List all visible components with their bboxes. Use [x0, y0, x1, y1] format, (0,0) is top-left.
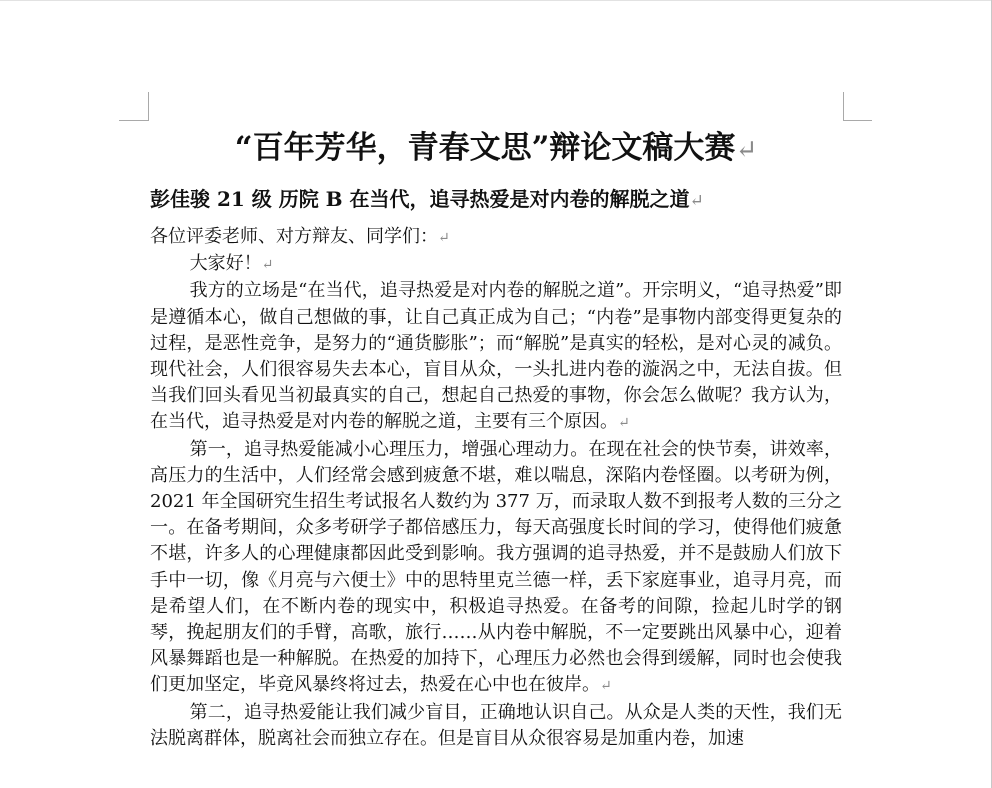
- paragraph-text: 各位评委老师、对方辩友、同学们：: [150, 226, 438, 247]
- margin-crop-mark-left: [119, 92, 149, 121]
- paragraph-mark-icon: ↵: [600, 678, 612, 695]
- greeting-paragraph[interactable]: [150, 251, 842, 278]
- margin-crop-mark-right: [843, 92, 872, 121]
- document-body[interactable]: [150, 224, 842, 752]
- paragraph-text: 我方的立场是“在当代，追寻热爱是对内卷的解脱之道”。开宗明义，“追寻热爱”即是遵循本心，做自己想做的事，让自己真正成为自己；“内卷”是事物内部变得更复杂的过程，是恶性竞争，是努力的“通货膨胀”；而“解脱”是真实的轻松，是对心灵的减负。现代社会，人们很容易失去本心，盲目从众，一头扎进内卷的漩涡之中，无法自拔。但当我们回头看见当初最真实的自己，想起自己热爱的事物，你会怎么做呢？我方认为，在当代，追寻热爱是对内卷的解脱之道，主要有三个原因。: [150, 280, 842, 433]
- paragraph-mark-icon: ↵: [261, 257, 274, 274]
- argument-two-paragraph[interactable]: [150, 700, 842, 752]
- paragraph-mark-icon: ↵: [438, 230, 450, 246]
- paragraph-text: 第一，追寻热爱能减小心理压力，增强心理动力。在现在社会的快节奏，讲效率，高压力的生活中，人们经常会感到疲惫不堪，难以喘息，深陷内卷怪圈。以考研为例，2021 年全国研究生招生考试报名人数约为 377 万，而录取人数不到报考人数的三分之一。在备考期间，众多考研学子都倍感压力，每天高强度长时间的学习，使得他们疲惫不堪，许多人的心理健康都因此受到影响。我方强调的追寻热爱，并不是鼓励人们放下手中一切，像《月亮与六便士》中的思特里克兰德一样，丢下家庭事业，追寻月亮，而是希望人们，在不断内卷的现实中，积极追寻热爱。在备考的间隙，捡起儿时学的钢琴，挽起朋友们的手臂，高歌，旅行……从内卷中解脱，不一定要跳出风暴中心，迎着风暴舞蹈也是一种解脱。在热爱的加持下，心理压力必然也会得到缓解，同时也会使我们更加坚定，毕竟风暴终将过去，热爱在心中也在彼岸。: [150, 438, 842, 696]
- paragraph-mark-icon: ↵: [689, 191, 704, 211]
- page-top-edge: [0, 0, 992, 1]
- position-paragraph[interactable]: [150, 278, 842, 436]
- argument-one-paragraph[interactable]: [150, 437, 842, 700]
- document-subtitle-text: 彭佳骏 21 级 历院 B 在当代，追寻热爱是对内卷的解脱之道: [150, 187, 690, 211]
- paragraph-mark-icon: ↵: [735, 135, 758, 165]
- paragraph-mark-icon: ↵: [618, 415, 630, 432]
- document-title-text: “百年芳华，青春文思”辩论文稿大赛: [234, 130, 736, 166]
- paragraph-text: 第二，追寻热爱能让我们减少盲目，正确地认识自己。从众是人类的天性，我们无法脱离群体，脱离社会而独立存在。但是盲目从众很容易是加重内卷，加速: [150, 701, 842, 749]
- document-title[interactable]: [150, 126, 842, 172]
- document-subtitle[interactable]: [150, 182, 842, 218]
- paragraph-text: 大家好！: [189, 253, 262, 275]
- salutation-paragraph[interactable]: [150, 224, 842, 251]
